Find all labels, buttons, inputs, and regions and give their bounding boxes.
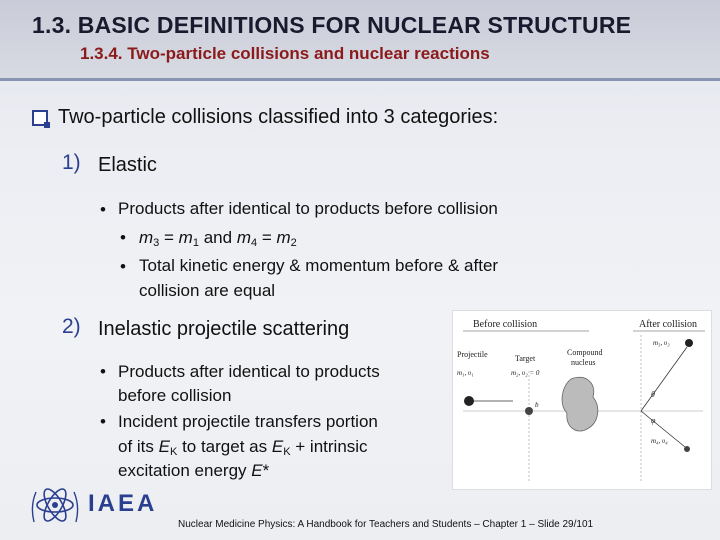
slide-title: 1.3. BASIC DEFINITIONS FOR NUCLEAR STRUCTURE [32,12,632,38]
elastic-energy-line-2: collision are equal [139,281,276,300]
bullet-icon: • [120,228,126,247]
impact-parameter-label: b [535,401,539,409]
before-collision-label: Before collision [473,319,538,330]
elastic-mass-equation: $m_3 = m_1$ and $m_4 = m_2$ [139,228,297,249]
header-divider [0,78,720,81]
scattered-particle [685,339,693,347]
category-label-inelastic: Inelastic projectile scattering [98,318,350,340]
collision-diagram [452,310,712,490]
iaea-logo-icon [28,482,82,533]
bullet-icon: • [100,362,106,381]
elastic-bullet-text: Products after identical to products before collision [118,199,498,218]
theta-label: θ [651,390,655,399]
m2v2-label: m₂, υ₂ = 0 [511,369,540,377]
inelastic-b1-line-1: Products after identical to products [118,362,380,381]
compound-nucleus-blob [562,377,598,431]
after-collision-label: After collision [639,319,698,330]
inelastic-b2-line-2: of its $E_K$ to target as $E_K$ + intrinsic [118,437,368,458]
scattered-path [641,347,687,411]
category-number-1: 1) [62,151,81,174]
checkbox-bullet-icon [32,110,48,126]
compound-label-2: nucleus [571,358,596,367]
iaea-logo-text: IAEA [88,490,158,517]
slide-subtitle: 1.3.4. Two-particle collisions and nuclear reactions [80,44,490,63]
inelastic-b1-line-2: before collision [118,386,232,405]
phi-label: φ [651,416,656,425]
recoil-particle [684,446,690,452]
category-label-elastic: Elastic [98,154,157,176]
target-label: Target [515,354,536,363]
bullet-icon: • [120,257,126,276]
bullet-icon: • [100,200,106,219]
m1v1-label: m₁, υ₁ [457,369,474,377]
footer-citation: Nuclear Medicine Physics: A Handbook for Teachers and Students – Chapter 1 – Slide 29/101 [178,519,594,530]
m3v3-label: m₃, υ₃ [653,339,670,347]
inelastic-b2-line-3: excitation energy E* [118,461,270,480]
projectile-particle [464,396,474,406]
projectile-label: Projectile [457,350,488,359]
elastic-energy-line-1: Total kinetic energy & momentum before & after [139,256,499,275]
inelastic-b2-line-1: Incident projectile transfers portion [118,412,378,431]
target-particle [525,407,533,415]
category-number-2: 2) [62,315,81,338]
compound-label-1: Compound [567,348,603,357]
bullet-icon: • [100,412,106,431]
intro-text: Two-particle collisions classified into 3 categories: [58,106,499,128]
m4v4-label: m₄, υ₄ [651,437,668,445]
